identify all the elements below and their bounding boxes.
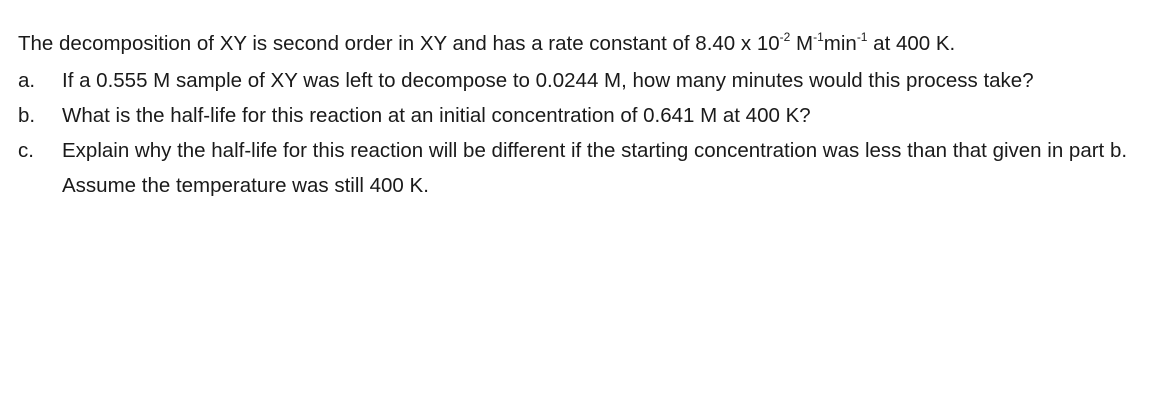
question-marker: c. — [18, 139, 34, 162]
problem-document — [18, 26, 1138, 203]
question-c — [18, 133, 1138, 203]
statement-text: at 400 K. — [867, 32, 956, 55]
question-marker: a. — [18, 69, 36, 92]
exponent: -2 — [779, 30, 791, 44]
exponent: -1 — [813, 30, 824, 44]
statement-text: M — [790, 32, 814, 55]
question-list — [18, 63, 1138, 203]
statement-text: min — [823, 32, 857, 55]
statement-text: The decomposition of XY is second order in XY and has a rate constant of 8.40 x 10 — [18, 32, 780, 55]
question-marker: b. — [18, 104, 36, 127]
question-a — [18, 63, 1138, 98]
question-text: If a 0.555 M sample of XY was left to decompose to 0.0244 M, how many minutes would this process take? — [62, 69, 1034, 92]
question-text: Explain why the half-life for this reaction will be different if the starting concentration was less than that given in part b. Assume the temperature was still 400 K. — [62, 139, 1128, 197]
question-b — [18, 98, 1138, 133]
question-text: What is the half-life for this reaction at an initial concentration of 0.641 M at 400 K? — [62, 104, 811, 127]
problem-statement — [18, 26, 1138, 62]
exponent: -1 — [856, 30, 868, 44]
